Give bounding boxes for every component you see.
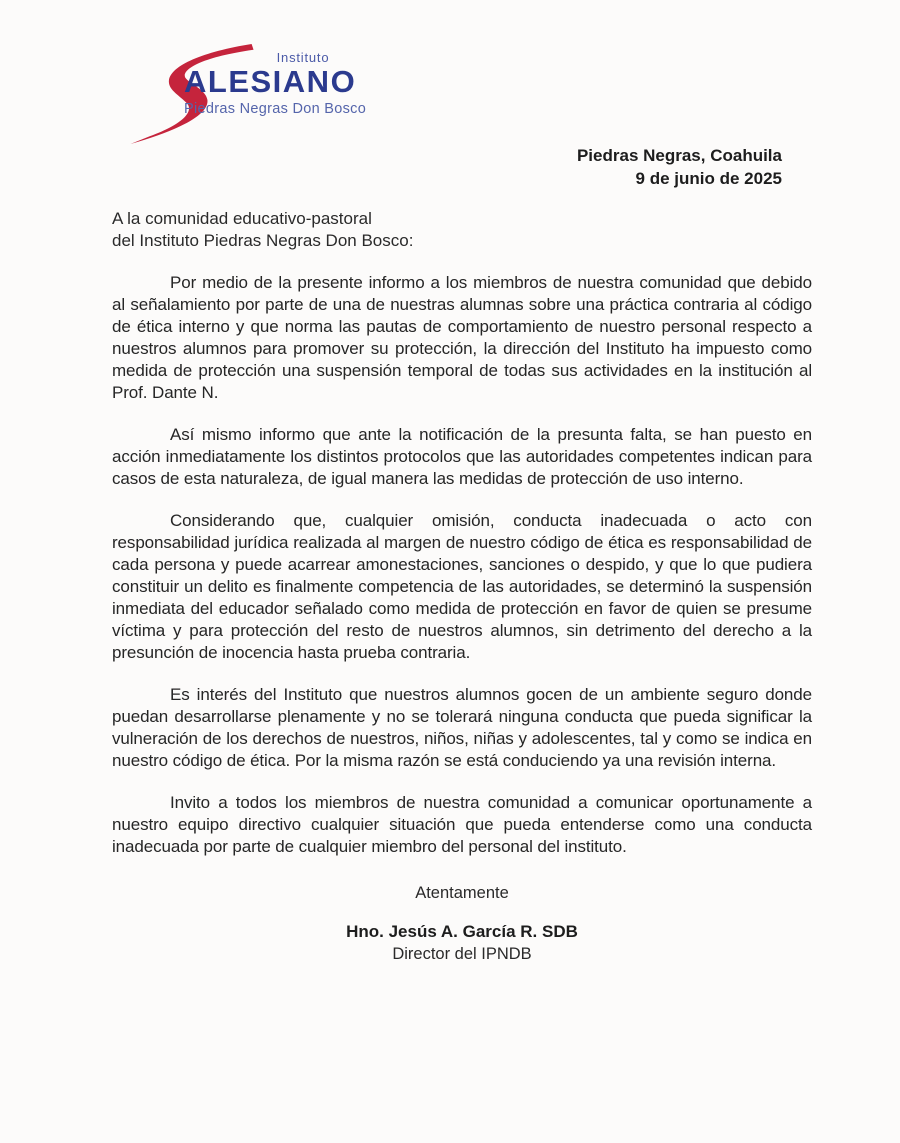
letter-paragraph-3: Considerando que, cualquier omisión, conducta inadecuada o acto con responsabilidad jurídica realizada al margen de nuestro código de ética es responsabilidad de cada persona y puede acarrear amonestaciones, sanciones o despido, y que lo que pudiera constituir un delito es finalmente competencia de las autoridades, se determinó la suspensión inmediata del educador señalado como medida de protección en favor de quien se presume víctima y para protección del resto de nuestros alumnos, sin detrimento del derecho a la presunción de inocencia hasta prueba contraria. bbox=[112, 511, 812, 662]
signer-title: Director del IPNDB bbox=[392, 945, 532, 963]
letter-paragraph-1: Por medio de la presente informo a los miembros de nuestra comunidad que debido al señalamiento por parte de una de nuestras alumnas sobre una práctica contraria al código de ética interno y que norma las pautas de comportamiento de nuestro personal respecto a nuestros alumnos para promover su protección, la dirección del Instituto ha impuesto como medida de protección una suspensión temporal de todas sus actividades en la institución al Prof. Dante N. bbox=[112, 273, 812, 402]
dateline-location: Piedras Negras, Coahuila bbox=[576, 146, 782, 165]
logo-subtitle: Piedras Negras Don Bosco bbox=[184, 100, 367, 117]
dateline bbox=[0, 144, 782, 190]
letter-paragraph-2: Así mismo informo que ante la notificación de la presunta falta, se han puesto en acción inmediatamente los distintos protocolos que las autoridades competentes indican para casos de esta naturaleza, de igual manera las medidas de protección de uso interno. bbox=[112, 425, 812, 488]
logo-text-block bbox=[184, 50, 384, 117]
logo-word-salesiano: ALESIANO bbox=[184, 64, 357, 99]
salutation-line-1: A la comunidad educativo-pastoral bbox=[112, 209, 372, 228]
signature-block bbox=[112, 921, 812, 965]
salutation-line-2: del Instituto Piedras Negras Don Bosco: bbox=[112, 231, 414, 250]
signer-name: Hno. Jesús A. García R. SDB bbox=[346, 922, 578, 941]
letter-paragraph-5: Invito a todos los miembros de nuestra comunidad a comunicar oportunamente a nuestro equipo directivo cualquier situación que pueda entenderse como una conducta inadecuada por parte de cualquier miembro del personal del instituto. bbox=[112, 793, 812, 856]
institute-logo bbox=[126, 38, 386, 140]
dateline-date: 9 de junio de 2025 bbox=[635, 169, 782, 188]
letter-body bbox=[112, 208, 812, 965]
letterhead bbox=[0, 0, 900, 140]
letter-paragraph-4: Es interés del Instituto que nuestros alumnos gocen de un ambiente seguro donde puedan desarrollarse plenamente y no se tolerará ninguna conducta que pueda significar la vulneración de los derechos de nuestros, niños, niñas y adolescentes, tal y como se indica en nuestro código de ética. Por la misma razón se está conduciendo ya una revisión interna. bbox=[112, 685, 812, 770]
logo-word-instituto: Instituto bbox=[276, 50, 330, 65]
valediction: Atentamente bbox=[415, 884, 509, 902]
salutation bbox=[112, 208, 812, 252]
